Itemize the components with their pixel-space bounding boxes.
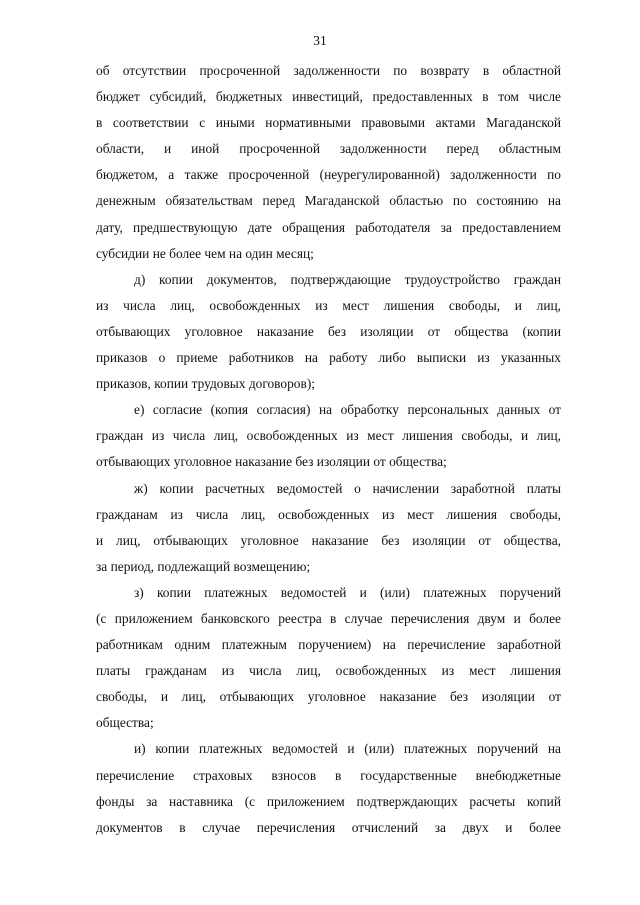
text-line: граждан из числа лиц, освобожденных из мест лишения свободы, и лиц, (96, 428, 561, 444)
paragraph-item-e (96, 397, 561, 475)
text-line: и) копии платежных ведомостей и (или) платежных поручений на (134, 741, 561, 757)
text-line: и лиц, отбывающих уголовное наказание без изоляции от общества, (96, 532, 561, 548)
text-line: приказов, копии трудовых договоров); (96, 376, 316, 392)
paragraph-item-d (96, 267, 561, 397)
text-line: общества; (96, 715, 154, 731)
page-number: 31 (313, 33, 327, 48)
text-line: платы гражданам из числа лиц, освобожденных из мест лишения (96, 663, 561, 679)
text-line: бюджетом, а также просроченной (неурегулированной) задолженности по (96, 167, 561, 183)
document-body (96, 58, 561, 841)
text-line: из числа лиц, освобожденных из мест лишения свободы, и лиц, (96, 297, 561, 313)
paragraph-item-i (96, 736, 561, 840)
text-line: приказов о приеме работников на работу либо выписки из указанных (96, 350, 561, 366)
text-line: (с приложением банковского реестра в случае перечисления двум и более (96, 610, 561, 626)
text-line: работникам одним платежным поручением) на перечисление заработной (96, 637, 561, 653)
text-line: свободы, и лиц, отбывающих уголовное наказание без изоляции от (96, 689, 561, 705)
text-line: об отсутствии просроченной задолженности по возврату в областной (96, 63, 561, 78)
text-line: отбывающих уголовное наказание без изоляции от общества; (96, 454, 447, 470)
text-line: ж) копии расчетных ведомостей о начислении заработной платы (134, 480, 561, 496)
paragraph-intro (96, 58, 561, 267)
text-line: е) согласие (копия согласия) на обработку персональных данных от (134, 402, 561, 418)
paragraph-item-zh (96, 476, 561, 580)
text-line: дату, предшествующую дате обращения работодателя за предоставлением (96, 219, 561, 235)
text-line: з) копии платежных ведомостей и (или) платежных поручений (134, 584, 561, 600)
text-line: субсидии не более чем на один месяц; (96, 245, 314, 261)
text-line: отбывающих уголовное наказание без изоляции от общества (копии (96, 323, 561, 339)
text-line: документов в случае перечисления отчислений за двух и более (96, 819, 561, 835)
text-line: за период, подлежащий возмещению; (96, 558, 311, 574)
text-line: гражданам из числа лиц, освобожденных из мест лишения свободы, (96, 506, 561, 522)
text-line: области, и иной просроченной задолженности перед областным (96, 141, 561, 157)
text-line: в соответствии с иными нормативными правовыми актами Магаданской (96, 115, 561, 131)
text-line: д) копии документов, подтверждающие трудоустройство граждан (134, 271, 561, 287)
text-line: денежным обязательствам перед Магаданской областью по состоянию на (96, 193, 561, 209)
paragraph-item-z (96, 580, 561, 737)
text-line: фонды за наставника (с приложением подтверждающих расчеты копий (96, 793, 561, 809)
text-line: перечисление страховых взносов в государственные внебюджетные (96, 767, 561, 783)
text-line: бюджет субсидий, бюджетных инвестиций, предоставленных в том числе (96, 89, 561, 105)
